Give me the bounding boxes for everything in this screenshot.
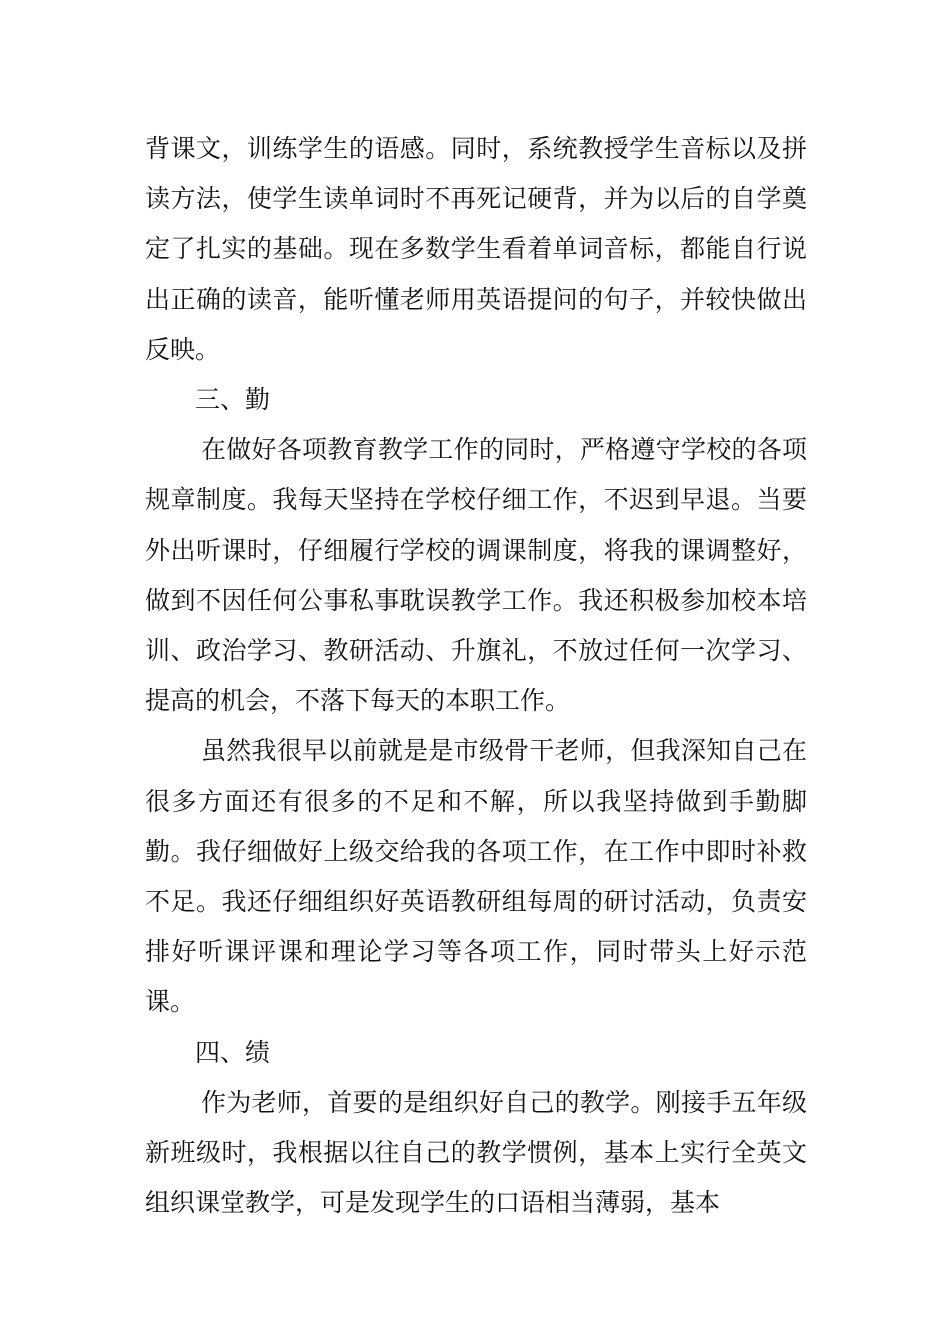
- document-page: [145, 124, 807, 1228]
- section-heading-4: 四、绩: [195, 1037, 271, 1067]
- paragraph-continued: 背课文，训练学生的语感。同时，系统教授学生音标以及拼读方法，使学生读单词时不再死记硬背，并为以后的自学奠定了扎实的基础。现在多数学生看着单词音标，都能自行说出正确的读音，能听懂老师用英语提问的句子，并较快做出反映。: [145, 134, 807, 364]
- paragraph-diligence-1: 在做好各项教育教学工作的同时，严格遵守学校的各项规章制度。我每天坚持在学校仔细工作，不迟到早退。当要外出听课时，仔细履行学校的调课制度，将我的课调整好，做到不因任何公事私事耽误教学工作。我还积极参加校本培训、政治学习、教研活动、升旗礼，不放过任何一次学习、提高的机会，不落下每天的本职工作。: [145, 435, 807, 716]
- section-heading-3: 三、勤: [195, 385, 271, 415]
- paragraph-diligence-2: 虽然我很早以前就是是市级骨干老师，但我深知自己在很多方面还有很多的不足和不解，所以我坚持做到手勤脚勤。我仔细做好上级交给我的各项工作，在工作中即时补救不足。我还仔细组织好英语教研组每周的研讨活动，负责安排好听课评课和理论学习等各项工作，同时带头上好示范课。: [145, 736, 807, 1017]
- paragraph-achievement-1: 作为老师，首要的是组织好自己的教学。刚接手五年级新班级时，我根据以往自己的教学惯例，基本上实行全英文组织课堂教学，可是发现学生的口语相当薄弱，基本: [145, 1087, 807, 1218]
